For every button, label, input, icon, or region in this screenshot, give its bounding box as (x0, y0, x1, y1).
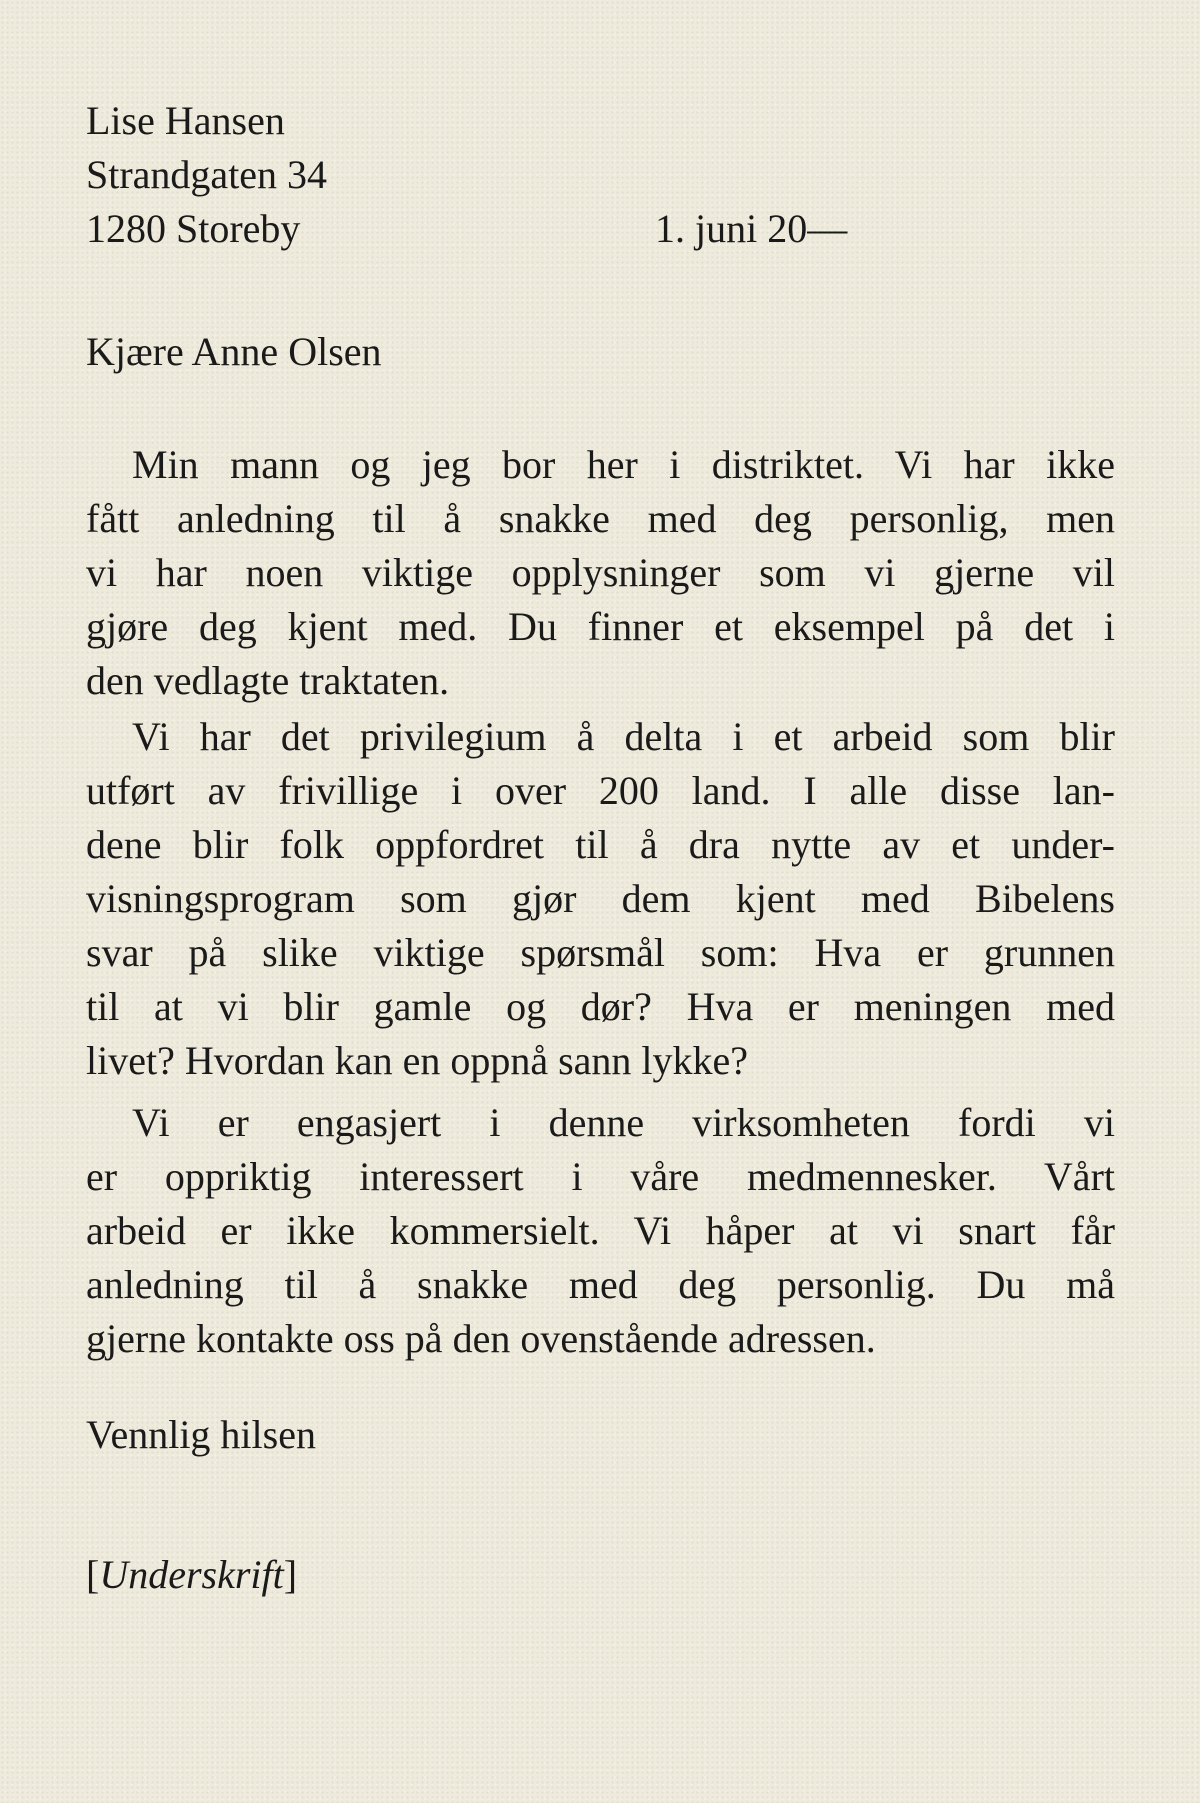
text-line: Min mann og jeg bor her i distriktet. Vi har ikke (132, 442, 1115, 487)
letter-date: 1. juni 20— (655, 206, 848, 251)
text-line: er oppriktig interessert i våre medmennesker. Vårt (86, 1154, 1115, 1199)
salutation: Kjære Anne Olsen (86, 329, 382, 374)
sender-name: Lise Hansen (86, 98, 285, 143)
bracket-close: ] (283, 1552, 298, 1597)
paragraph-1 (86, 438, 1115, 708)
text-line: Vi har det privilegium å delta i et arbeid som blir (132, 714, 1115, 759)
closing: Vennlig hilsen (86, 1412, 316, 1457)
sender-city: 1280 Storeby (86, 206, 301, 251)
text-line: fått anledning til å snakke med deg personlig, men (86, 496, 1115, 541)
text-line: visningsprogram som gjør dem kjent med Bibelens (86, 876, 1115, 921)
text-line: Vi er engasjert i denne virksomheten fordi vi (132, 1100, 1115, 1145)
text-line: gjøre deg kjent med. Du finner et eksempel på det i (86, 604, 1115, 649)
paragraph-3 (86, 1096, 1115, 1366)
text-line: utført av frivillige i over 200 land. I alle disse lan- (86, 768, 1115, 813)
bracket-open: [ (86, 1552, 100, 1597)
text-line: livet? Hvordan kan en oppnå sann lykke? (86, 1038, 749, 1083)
signature-text: Underskrift (99, 1552, 284, 1597)
text-line: anledning til å snakke med deg personlig. Du må (86, 1262, 1115, 1307)
text-line: den vedlagte traktaten. (86, 658, 450, 703)
sender-street: Strandgaten 34 (86, 152, 328, 197)
text-line: gjerne kontakte oss på den ovenstående adressen. (86, 1316, 876, 1361)
text-line: vi har noen viktige opplysninger som vi gjerne vil (86, 550, 1115, 595)
text-line: til at vi blir gamle og dør? Hva er meningen med (86, 984, 1115, 1029)
paragraph-2 (86, 710, 1115, 1088)
sender-address (86, 94, 327, 256)
text-line: svar på slike viktige spørsmål som: Hva er grunnen (86, 930, 1115, 975)
text-line: arbeid er ikke kommersielt. Vi håper at vi snart får (86, 1208, 1115, 1253)
signature-placeholder (86, 1548, 297, 1602)
text-line: dene blir folk oppfordret til å dra nytte av et under- (86, 822, 1115, 867)
